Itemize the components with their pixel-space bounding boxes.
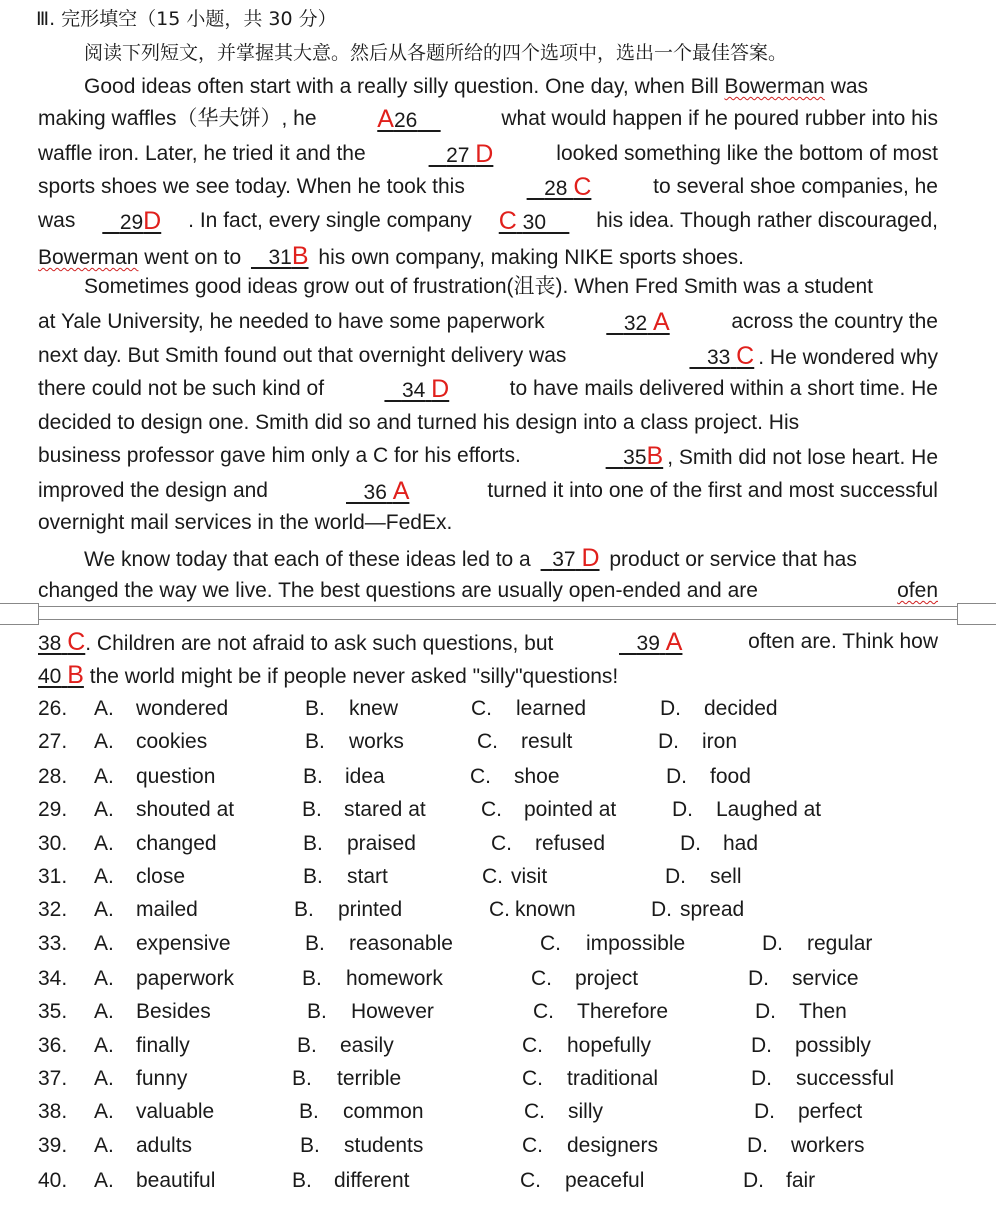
option-c-letter: C. [481,798,502,821]
option-c-text: designers [567,1134,659,1157]
option-a-text: paperwork [136,967,235,990]
option-d-letter: D. [754,1100,775,1123]
blank-27: 27 D [446,140,494,168]
option-c-text: shoe [514,765,560,788]
option-a-letter: A. [94,798,114,821]
option-b-letter: B. [299,1100,319,1123]
blank-32: 32 A [623,308,670,336]
passage-line: We know today that each of these ideas led to a 37 D product or service that has [84,543,938,575]
question-number: 27. [38,730,68,753]
option-a-text: changed [136,832,217,855]
option-d-letter: D. [755,1000,776,1023]
question-number: 30. [38,832,68,855]
option-d-letter: D. [658,730,679,753]
question-number: 33. [38,932,68,955]
option-a-letter: A. [94,1134,114,1157]
passage-line: sports shoes we see today. When he took this 28 C to several shoe companies, he [38,172,938,204]
option-d-text: had [723,832,759,855]
option-d-letter: D. [751,1067,772,1090]
option-d-text: perfect [798,1100,863,1123]
option-c-text: learned [516,697,587,720]
option-a-letter: A. [94,697,114,720]
option-a-text: question [136,765,216,788]
option-b-letter: B. [305,730,325,753]
option-b-text: reasonable [349,932,453,955]
question-number: 31. [38,865,68,888]
option-b-text: easily [340,1034,394,1057]
passage-line: there could not be such kind of 34 D to have mails delivered within a short time. He [38,374,938,406]
question-number: 26. [38,697,68,720]
option-d-text: iron [702,730,738,753]
option-a-letter: A. [94,932,114,955]
option-b-text: works [349,730,404,753]
passage-line: decided to design one. Smith did so and turned his design into a class project. His [38,411,800,434]
option-c-text: project [575,967,639,990]
option-b-letter: B. [292,1067,312,1090]
option-b-letter: B. [303,865,323,888]
passage-line: 40 B the world might be if people never asked "silly"questions! [38,660,938,692]
blank-40: 40 B [38,661,84,689]
option-b-letter: B. [307,1000,327,1023]
option-a-text: funny [136,1067,188,1090]
passage-line: changed the way we live. The best questions are usually open-ended and are ofen [38,576,938,606]
blank-39: 39 A [636,628,683,656]
section-heading: Ⅲ. 完形填空（15 小题，共 30 分） [36,8,337,30]
option-d-letter: D. [651,898,672,921]
option-d-text: service [792,967,859,990]
option-b-letter: B. [302,798,322,821]
question-number: 35. [38,1000,68,1023]
option-c-text: result [521,730,573,753]
option-d-letter: D. [762,932,783,955]
option-d-letter: D. [751,1034,772,1057]
passage-line: Good ideas often start with a really silly question. One day, when Bill Bowerman was [84,75,869,98]
section-instruction: 阅读下列短文，并掌握其大意。然后从各题所给的四个选项中，选出一个最佳答案。 [84,42,788,64]
option-b-text: However [351,1000,434,1023]
blank-35: 35B [623,442,664,470]
option-d-letter: D. [748,967,769,990]
ofen-word: ofen [897,579,938,602]
option-a-letter: A. [94,967,114,990]
option-a-text: wondered [136,697,229,720]
option-b-letter: B. [300,1134,320,1157]
question-number: 32. [38,898,68,921]
question-number: 37. [38,1067,68,1090]
option-a-letter: A. [94,1100,114,1123]
option-b-text: homework [346,967,443,990]
option-c-letter: C. [540,932,561,955]
option-b-text: terrible [337,1067,402,1090]
option-b-letter: B. [303,765,323,788]
option-b-text: printed [338,898,403,921]
question-number: 34. [38,967,68,990]
option-c-text: refused [535,832,606,855]
option-b-letter: B. [297,1034,317,1057]
question-number: 38. [38,1100,68,1123]
blank-31: 31B [268,242,309,270]
passage-line: business professor gave him only a C for his efforts. 35B , Smith did not lose heart. He [38,441,938,473]
option-c-text: impossible [586,932,686,955]
passage-line: at Yale University, he needed to have some paperwork 32 A across the country the [38,307,938,339]
option-d-text: workers [791,1134,865,1157]
option-c-letter: C. [522,1134,543,1157]
option-b-text: praised [347,832,416,855]
option-a-letter: A. [94,865,114,888]
question-number: 29. [38,798,68,821]
question-number: 28. [38,765,68,788]
option-d-text: food [710,765,751,788]
blank-28: 28 C [544,173,592,201]
blank-37: 37 D [552,544,600,572]
option-a-text: finally [136,1034,190,1057]
option-a-letter: A. [94,1169,114,1192]
option-b-text: different [334,1169,410,1192]
option-d-text: Laughed at [716,798,822,821]
option-a-letter: A. [94,1034,114,1057]
passage-line: Bowerman went on to 31B his own company, making NIKE sports shoes. [38,241,938,273]
option-d-text: sell [710,865,742,888]
option-a-text: expensive [136,932,231,955]
option-c-letter: C. [491,832,512,855]
option-c-letter: C. [520,1169,541,1192]
option-a-text: Besides [136,1000,211,1023]
option-c-text: hopefully [567,1034,652,1057]
option-c-text: pointed at [524,798,617,821]
question-number: 40. [38,1169,68,1192]
passage-line: overnight mail services in the world—FedEx. [38,511,453,534]
option-a-text: mailed [136,898,198,921]
option-d-letter: D. [665,865,686,888]
option-c-text: peaceful [565,1169,645,1192]
option-b-text: idea [345,765,385,788]
option-c-text: visit [511,865,548,888]
option-c-letter: C. [533,1000,554,1023]
blank-36: 36 A [363,477,410,505]
option-d-letter: D. [660,697,681,720]
blank-34: 34 D [401,375,450,403]
option-d-text: possibly [795,1034,871,1057]
option-d-letter: D. [747,1134,768,1157]
blank-38: 38 C [38,628,86,656]
passage-line: was 29D . In fact, every single company C 30 his idea. Though rather discouraged, [38,206,938,238]
option-a-letter: A. [94,730,114,753]
option-d-text: spread [680,898,745,921]
option-c-letter: C. [531,967,552,990]
blank-29: 29D [119,207,162,235]
page-divider [0,603,996,625]
option-c-letter: C. [470,765,491,788]
option-b-text: knew [349,697,399,720]
passage-line: Sometimes good ideas grow out of frustration(沮丧). When Fred Smith was a student [84,275,874,298]
question-number: 36. [38,1034,68,1057]
option-a-text: adults [136,1134,193,1157]
option-b-letter: B. [292,1169,312,1192]
option-c-letter: C. [477,730,498,753]
blank-33: 33 C [706,342,755,370]
passage-line: next day. But Smith found out that overnight delivery was 33 C . He wondered why [38,341,938,373]
option-d-letter: D. [680,832,701,855]
option-d-text: decided [704,697,778,720]
passage-line: making waffles（华夫饼）, he A26 what would happen if he poured rubber into his [38,104,938,136]
option-b-letter: B. [305,932,325,955]
option-c-letter: C. [482,865,503,888]
option-c-text: known [515,898,576,921]
option-c-text: traditional [567,1067,659,1090]
blank-26: A26 [377,105,418,133]
option-a-text: cookies [136,730,208,753]
option-d-letter: D. [743,1169,764,1192]
option-a-letter: A. [94,832,114,855]
option-d-text: fair [786,1169,816,1192]
option-b-text: start [347,865,388,888]
blank-30: C 30 [498,207,547,235]
question-number: 39. [38,1134,68,1157]
option-a-letter: A. [94,1000,114,1023]
option-d-letter: D. [672,798,693,821]
option-c-letter: C. [489,898,510,921]
option-d-letter: D. [666,765,687,788]
option-d-text: regular [807,932,873,955]
option-c-letter: C. [522,1067,543,1090]
option-c-text: Therefore [577,1000,669,1023]
bowerman-word: Bowerman [38,246,139,269]
passage-line: 38 C. Children are not afraid to ask such questions, but 39 A often are. Think how [38,627,938,659]
option-c-letter: C. [522,1034,543,1057]
option-b-letter: B. [303,832,323,855]
option-a-letter: A. [94,1067,114,1090]
bowerman-word: Bowerman [724,75,825,98]
passage-line: waffle iron. Later, he tried it and the 27 D looked something like the bottom of most [38,139,938,171]
option-a-text: beautiful [136,1169,216,1192]
option-c-letter: C. [524,1100,545,1123]
option-a-text: shouted at [136,798,235,821]
option-a-letter: A. [94,898,114,921]
option-a-text: valuable [136,1100,215,1123]
option-d-text: Then [799,1000,847,1023]
option-b-text: common [343,1100,424,1123]
option-b-letter: B. [305,697,325,720]
option-b-text: stared at [344,798,426,821]
option-a-letter: A. [94,765,114,788]
passage-line: improved the design and 36 A turned it into one of the first and most successful [38,476,938,508]
option-b-text: students [344,1134,424,1157]
option-d-text: successful [796,1067,895,1090]
option-a-text: close [136,865,186,888]
option-c-text: silly [568,1100,603,1123]
option-c-letter: C. [471,697,492,720]
option-b-letter: B. [302,967,322,990]
option-b-letter: B. [294,898,314,921]
